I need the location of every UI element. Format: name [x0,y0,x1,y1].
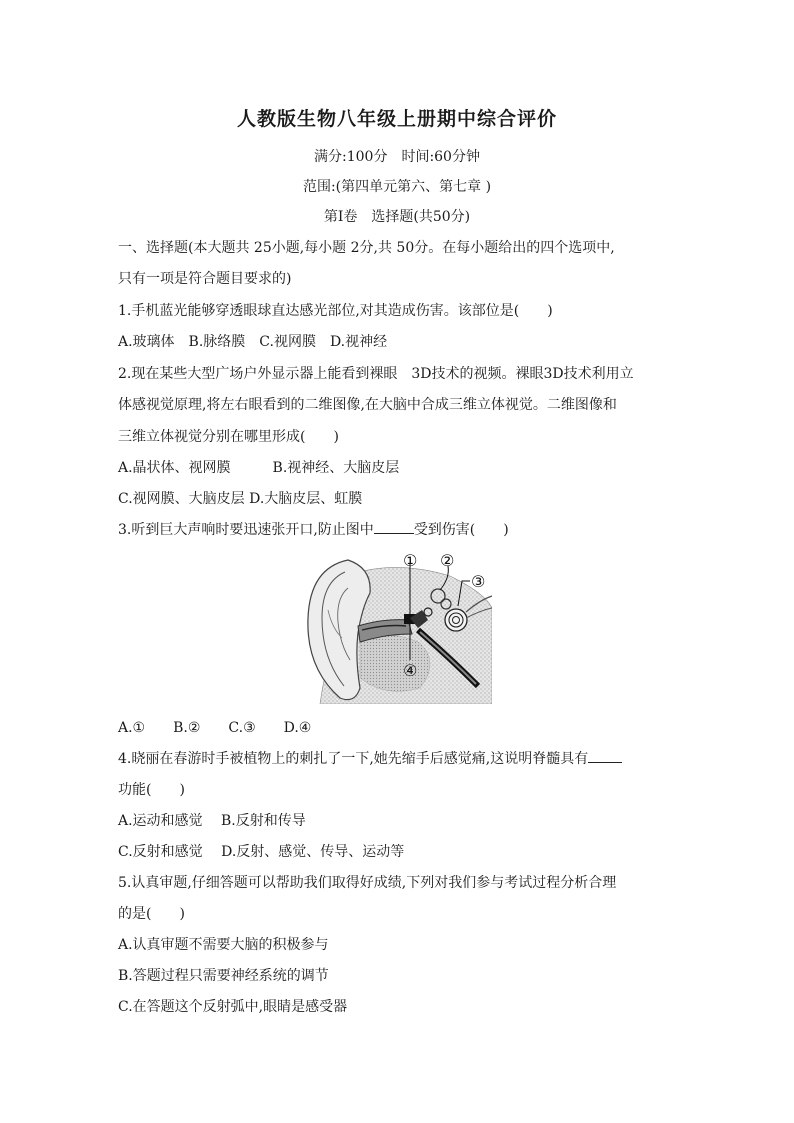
q2-stem-3: 三维立体视觉分别在哪里形成( ) [118,429,339,445]
q5-option-c: C.在答题这个反射弧中,眼睛是感受器 [118,999,348,1015]
q4-options-ab: A.运动和感觉 B.反射和传导 [118,813,306,829]
label-4: ④ [403,661,418,680]
answer-blank [374,519,414,534]
q1-stem: 1.手机蓝光能够穿透眼球直达感光部位,对其造成伤害。该部位是( ) [118,303,553,319]
q3-stem [118,519,509,539]
q2-options-ab: A.晶状体、视网膜 B.视神经、大脑皮层 [118,460,400,476]
q3-stem-before: 3.听到巨大声响时要迅速张开口,防止图中 [118,522,374,538]
q4-stem-1-text: 4.晓丽在春游时手被植物上的刺扎了一下,她先缩手后感觉痛,这说明脊髓具有 [118,751,589,767]
q5-option-a: A.认真审题不需要大脑的积极参与 [118,937,329,953]
label-2: ② [440,551,455,570]
scope: 范围:(第四单元第六、第七章 ) [302,179,492,195]
volume-heading: 第Ⅰ卷 选择题(共50分) [323,209,471,225]
q5-option-b: B.答题过程只需要神经系统的调节 [118,968,329,984]
q3-options: A.① B.② C.③ D.④ [118,720,312,736]
q5-stem-1: 5.认真审题,仔细答题可以帮助我们取得好成绩,下列对我们参与考试过程分析合理 [118,875,617,891]
q2-stem-1: 2.现在某些大型广场户外显示器上能看到裸眼 3D技术的视频。裸眼3D技术利用立 [118,366,634,382]
q4-options-cd: C.反射和感觉 D.反射、感觉、传导、运动等 [118,844,405,860]
q3-stem-after: 受到伤害( ) [413,522,509,538]
exam-title: 人教版生物八年级上册期中综合评价 [236,108,557,130]
label-1: ① [403,551,418,570]
q1-options: A.玻璃体 B.脉络膜 C.视网膜 D.视神经 [118,334,388,350]
ear-structure-illustration [300,548,492,704]
q2-options-cd: C.视网膜、大脑皮层 D.大脑皮层、虹膜 [118,491,363,507]
q2-stem-2: 体感视觉原理,将左右眼看到的二维图像,在大脑中合成三维立体视觉。二维图像和 [118,397,617,413]
answer-blank [588,748,622,763]
section-intro-1: 一、选择题(本大题共 25小题,每小题 2分,共 50分。在每小题给出的四个选项中, [118,240,615,256]
q4-stem-2: 功能( ) [118,782,185,798]
section-intro-2: 只有一项是符合题目要求的) [118,271,292,287]
q4-stem-1 [118,748,622,768]
label-3: ③ [471,572,486,591]
ear-diagram [300,548,492,704]
score-time: 满分:100分 时间:60分钟 [314,149,480,165]
q5-stem-2: 的是( ) [118,906,185,922]
